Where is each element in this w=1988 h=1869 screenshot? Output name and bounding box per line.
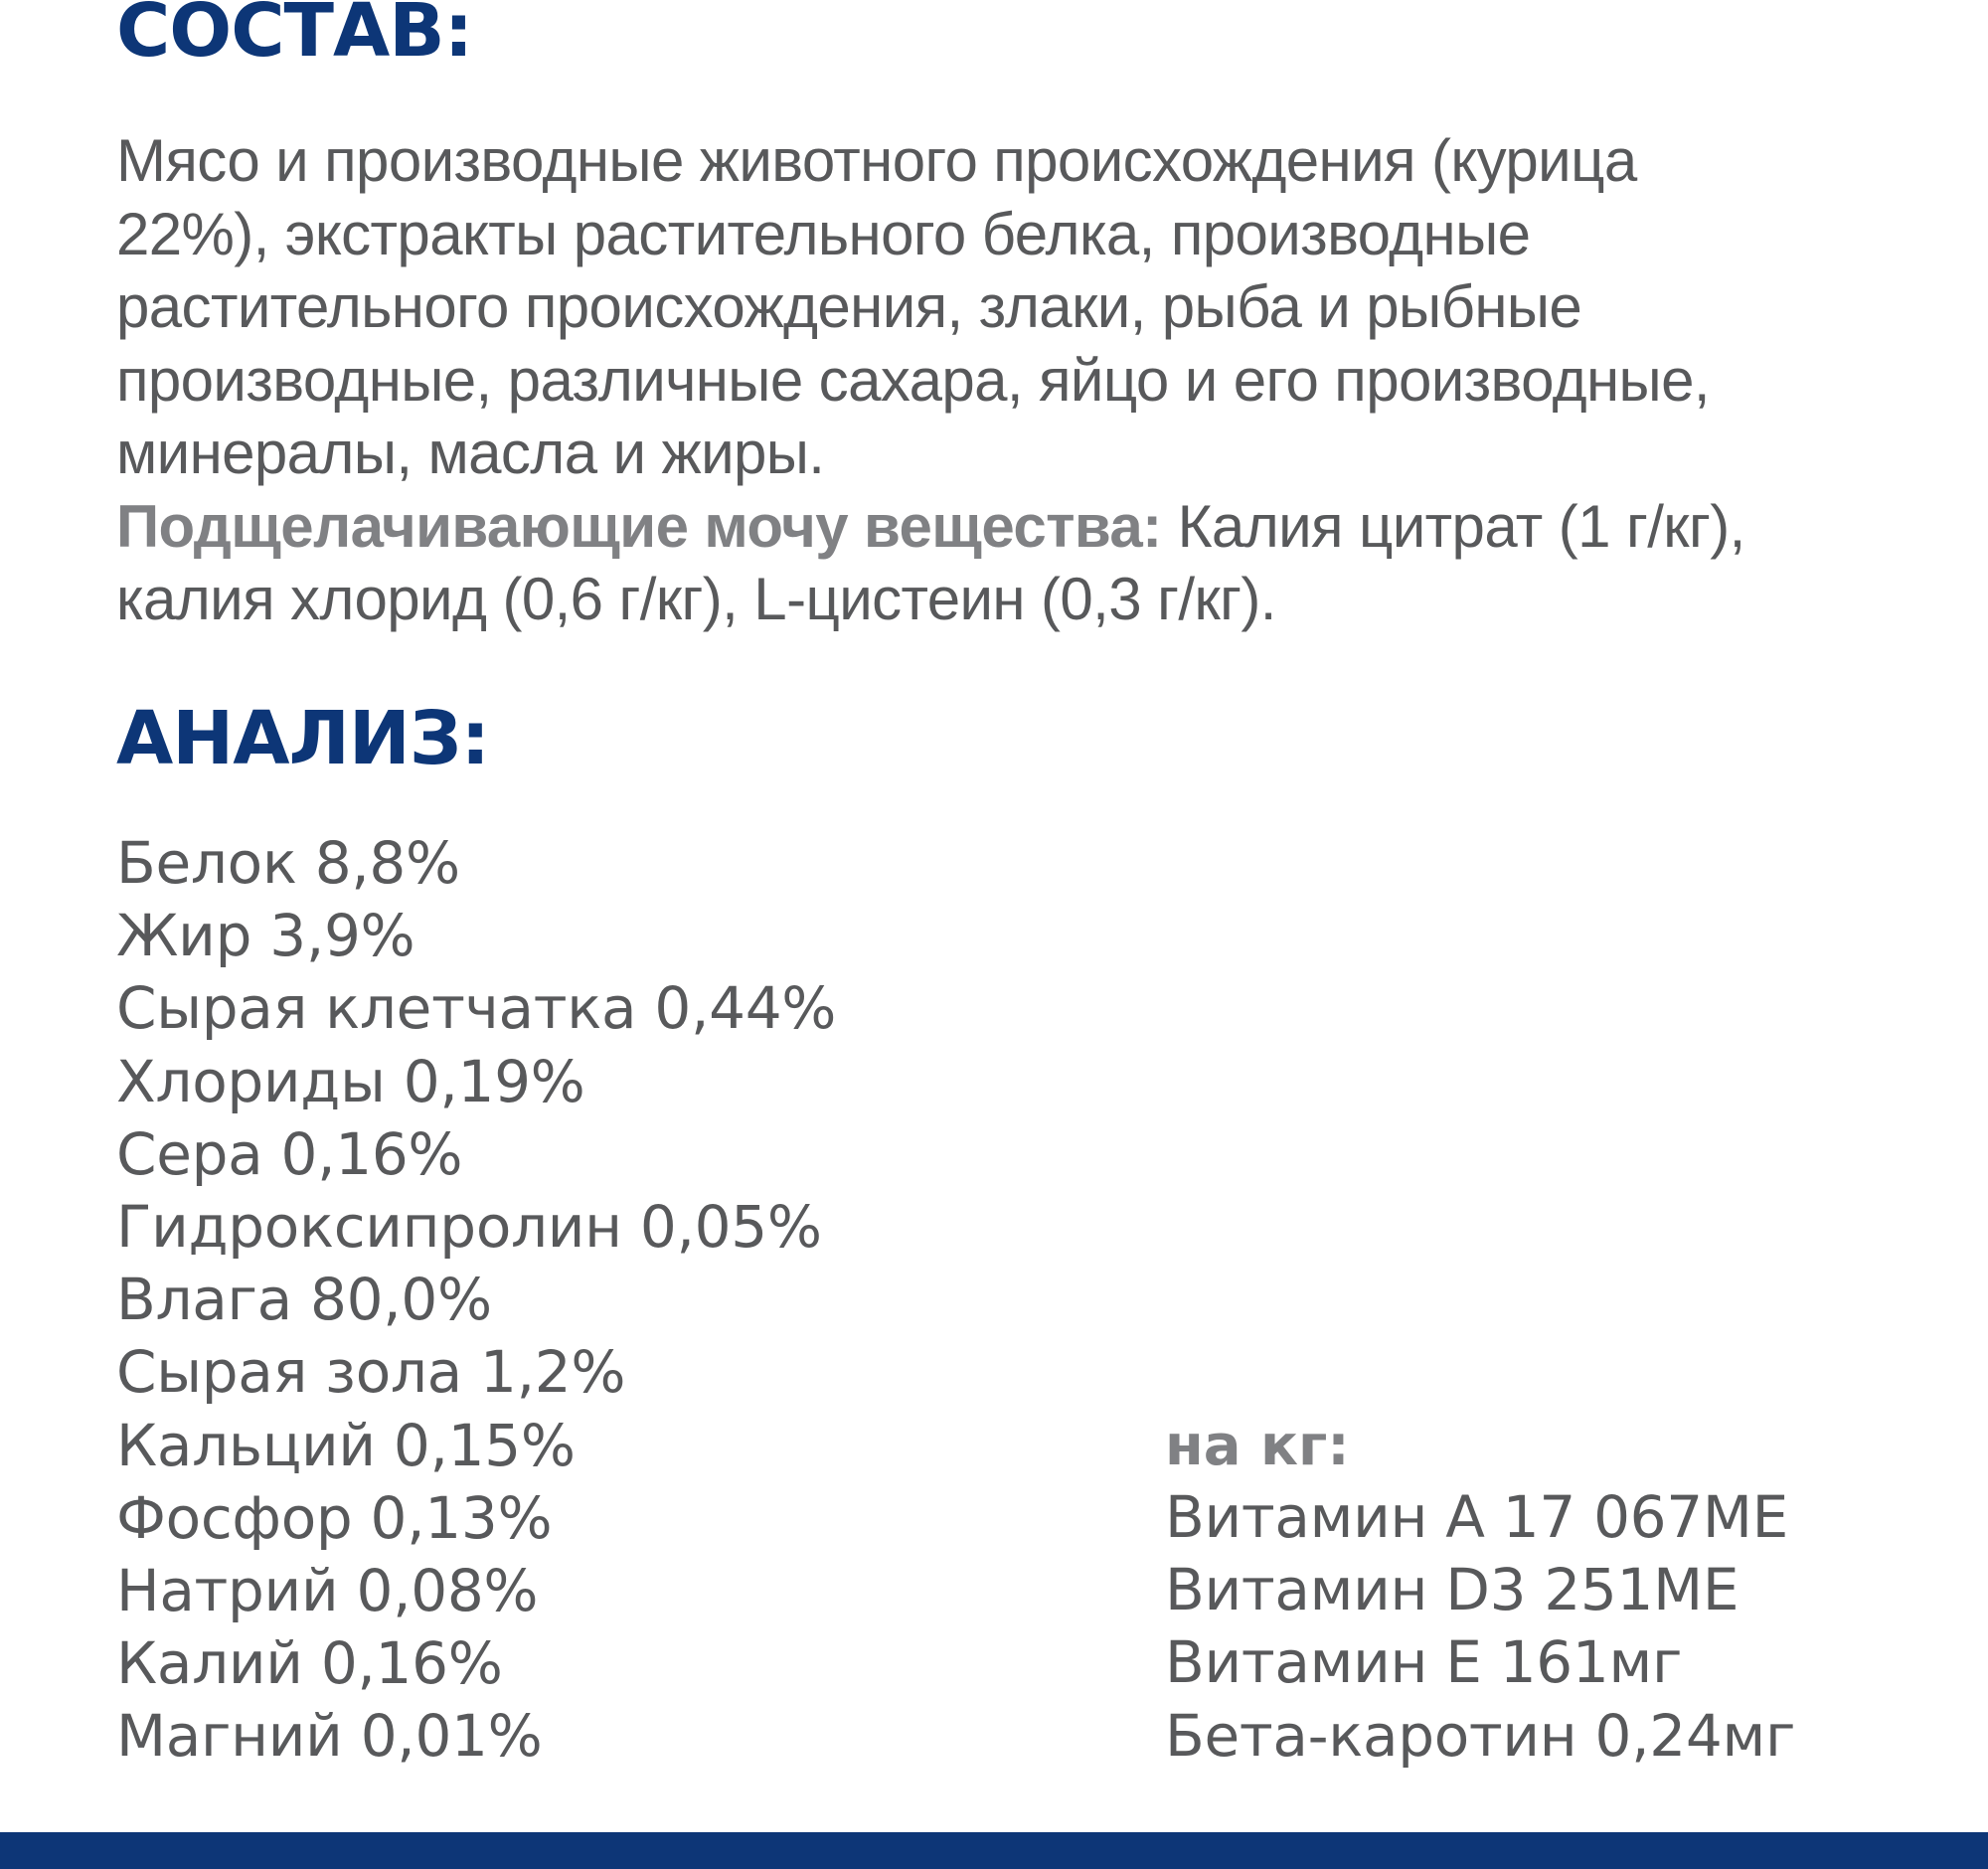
composition-line: производные, различные сахара, яйцо и его производные, <box>116 346 1710 414</box>
analysis-heading: АНАЛИЗ: <box>116 696 490 781</box>
composition-text <box>116 124 1935 636</box>
vitamin-list <box>1165 1481 1795 1773</box>
analysis-item: Гидроксипролин 0,05% <box>116 1193 822 1262</box>
analysis-item: Белок 8,8% <box>116 829 460 897</box>
vitamin-item: Витамин D3 251МЕ <box>1165 1556 1740 1624</box>
additives-value: Калия цитрат (1 г/кг), <box>1161 492 1745 560</box>
analysis-item: Жир 3,9% <box>116 902 415 970</box>
footer-bar <box>0 1832 1988 1869</box>
vitamin-item: Витамин А 17 067МЕ <box>1165 1483 1788 1551</box>
analysis-item: Сера 0,16% <box>116 1119 463 1188</box>
analysis-item: Хлориды 0,19% <box>116 1047 585 1115</box>
analysis-item: Кальций 0,15% <box>116 1411 576 1479</box>
analysis-item: Фосфор 0,13% <box>116 1483 553 1552</box>
per-kg-label: на кг: <box>1165 1414 1350 1478</box>
additives-line <box>116 490 1935 564</box>
vitamin-item: Витамин Е 161мг <box>1165 1628 1683 1697</box>
analysis-list <box>116 827 836 1774</box>
additives-label: Подщелачивающие мочу вещества: <box>116 492 1162 560</box>
composition-line: минералы, масла и жиры. <box>116 420 825 486</box>
vitamin-item: Бета-каротин 0,24мг <box>1165 1701 1796 1770</box>
composition-line: 22%), экстракты растительного белка, производные <box>116 200 1531 267</box>
additives-line: калия хлорид (0,6 г/кг), L-цистеин (0,3 г/кг). <box>116 566 1276 632</box>
analysis-item: Влага 80,0% <box>116 1266 492 1334</box>
analysis-item: Сырая клетчатка 0,44% <box>116 974 837 1043</box>
composition-line: Мясо и производные животного происхождения (курица <box>116 127 1637 194</box>
analysis-item: Калий 0,16% <box>116 1629 503 1698</box>
analysis-item: Натрий 0,08% <box>116 1557 539 1625</box>
analysis-item: Магний 0,01% <box>116 1702 543 1771</box>
analysis-item: Сырая зола 1,2% <box>116 1338 626 1407</box>
composition-line: растительного происхождения, злаки, рыба и рыбные <box>116 273 1582 340</box>
composition-heading: СОСТАВ: <box>116 0 473 74</box>
